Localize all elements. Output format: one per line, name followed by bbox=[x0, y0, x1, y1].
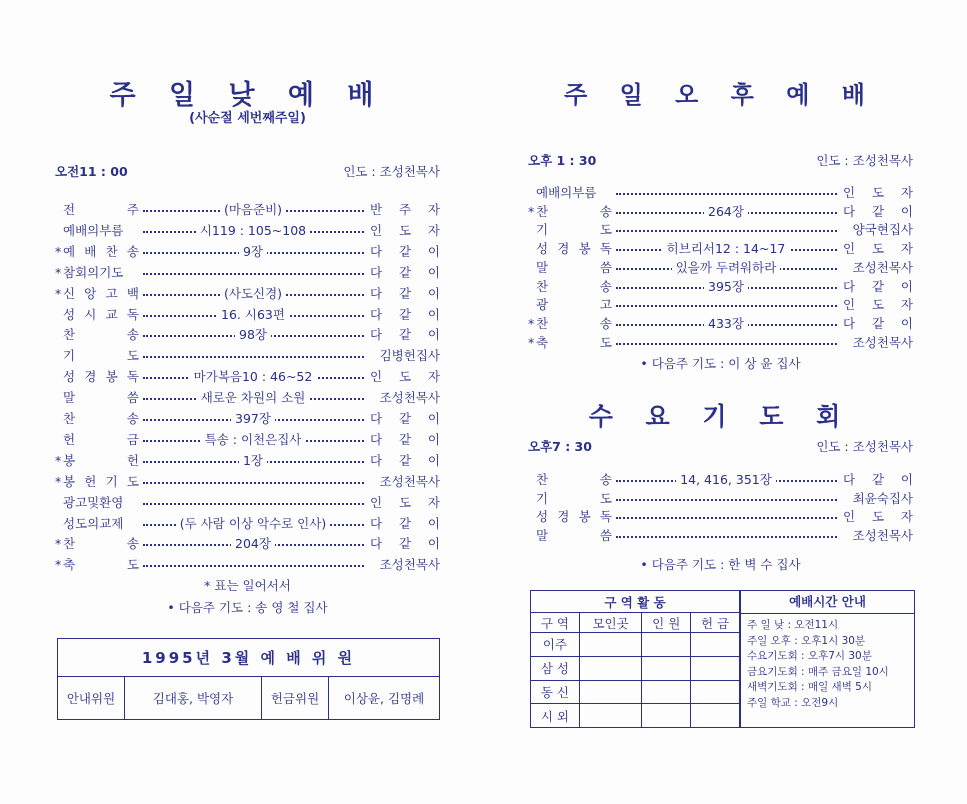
empty-cell bbox=[579, 680, 641, 704]
table-row bbox=[531, 633, 740, 657]
empty-cell bbox=[579, 704, 641, 728]
item-person: 조성천목사 bbox=[379, 473, 440, 489]
item-detail: 98장 bbox=[235, 327, 271, 342]
item-label: 축 도 bbox=[536, 334, 612, 350]
item-person: 다 같 이 bbox=[370, 327, 440, 343]
order-item bbox=[528, 258, 913, 278]
item-person: 양국현집사 bbox=[852, 222, 913, 238]
item-person: 조성천목사 bbox=[379, 557, 440, 573]
stand-marker: * bbox=[55, 536, 62, 552]
district-header: 인 원 bbox=[642, 613, 691, 633]
order-item bbox=[528, 277, 913, 297]
afternoon-leader: 인도 : 조성천목사 bbox=[816, 153, 913, 168]
item-label: 성 경 봉 독 bbox=[63, 369, 139, 385]
dot-leader bbox=[143, 503, 364, 505]
dot-leader bbox=[143, 356, 364, 358]
item-detail: 397장 bbox=[231, 411, 275, 426]
order-item bbox=[55, 409, 440, 429]
service-time-row bbox=[55, 162, 440, 182]
item-label: 찬 송 bbox=[536, 278, 612, 294]
order-item bbox=[528, 333, 913, 353]
item-label: 찬 송 bbox=[536, 315, 612, 331]
order-item bbox=[55, 493, 440, 513]
item-label: 참회의기도 bbox=[63, 264, 124, 280]
stand-marker: * bbox=[528, 334, 535, 350]
service-title: 주 일 낮 예 배 bbox=[109, 80, 386, 111]
item-label: 말 씀 bbox=[536, 259, 612, 275]
district-title: 구 역 활 동 bbox=[531, 591, 740, 613]
order-item bbox=[55, 534, 440, 554]
item-person: 다 같 이 bbox=[843, 203, 913, 219]
item-label: 축 도 bbox=[63, 557, 139, 573]
item-label: 신 앙 고 백 bbox=[63, 285, 139, 301]
item-detail: 9장 bbox=[239, 244, 267, 259]
wednesday-title: 수 요 기 도 회 bbox=[588, 402, 853, 431]
empty-cell bbox=[642, 656, 691, 680]
item-person: 다 같 이 bbox=[370, 411, 440, 426]
order-item bbox=[55, 200, 440, 220]
item-label: 기 도 bbox=[536, 222, 612, 238]
empty-cell bbox=[691, 656, 740, 680]
afternoon-time: 오후 1 : 30 bbox=[528, 153, 597, 168]
order-item bbox=[55, 221, 440, 241]
item-label: 예배의부름 bbox=[63, 222, 124, 238]
item-person: 다 같 이 bbox=[370, 243, 440, 259]
dot-leader bbox=[616, 305, 837, 307]
empty-cell bbox=[642, 633, 691, 657]
item-label: 성 경 봉 독 bbox=[536, 509, 612, 524]
order-item bbox=[528, 183, 913, 203]
schedule-line: 수요기도회 : 오후7시 30분 bbox=[747, 650, 872, 662]
item-person: 인 도 자 bbox=[370, 369, 440, 385]
item-label: 찬 송 bbox=[63, 536, 139, 552]
service-subtitle: (사순절 세번째주일) bbox=[189, 111, 306, 126]
item-detail: 433장 bbox=[704, 316, 748, 331]
item-label: 예배의부름 bbox=[536, 185, 597, 200]
schedule-title: 예배시간 안내 bbox=[741, 591, 914, 614]
item-label: 성 경 봉 독 bbox=[536, 241, 612, 257]
item-person: 다 같 이 bbox=[370, 306, 440, 322]
item-label: 예 배 찬 송 bbox=[63, 243, 139, 259]
dot-leader bbox=[616, 517, 837, 519]
item-label: 광 고 bbox=[536, 297, 612, 313]
item-person: 조성천목사 bbox=[852, 259, 913, 275]
item-person: 다 같 이 bbox=[370, 515, 440, 531]
stand-marker: * bbox=[55, 473, 62, 489]
dot-leader bbox=[616, 536, 837, 538]
table-row bbox=[531, 656, 740, 680]
item-label: 헌 금 bbox=[63, 431, 139, 447]
item-detail: 새로운 차원의 소원 bbox=[197, 390, 310, 405]
empty-cell bbox=[642, 704, 691, 728]
item-person: 다 같 이 bbox=[370, 264, 440, 280]
order-item bbox=[55, 284, 440, 304]
item-detail: 204장 bbox=[231, 536, 275, 551]
offering-label: 헌금위원 bbox=[262, 677, 329, 720]
item-label: 기 도 bbox=[63, 348, 139, 364]
item-person: 인 도 자 bbox=[843, 241, 913, 257]
item-label: 성 시 교 독 bbox=[63, 306, 139, 322]
item-person: 조성천목사 bbox=[852, 527, 913, 543]
item-label: 찬 송 bbox=[63, 327, 139, 343]
item-detail: (마음준비) bbox=[220, 202, 286, 217]
schedule-line: 금요기도회 : 매주 금요일 10시 bbox=[747, 665, 889, 678]
district-name: 동 신 bbox=[531, 680, 580, 704]
item-person: 김병헌집사 bbox=[379, 348, 440, 364]
empty-cell bbox=[691, 680, 740, 704]
stand-marker: * bbox=[528, 203, 535, 219]
committee-title: 1995년 3월 예 배 위 원 bbox=[58, 639, 440, 677]
dot-leader bbox=[616, 193, 837, 195]
district-name: 시 외 bbox=[531, 704, 580, 728]
table-row bbox=[531, 704, 740, 728]
item-detail: 264장 bbox=[704, 204, 748, 219]
order-item bbox=[55, 451, 440, 471]
item-label: 광고및환영 bbox=[63, 494, 124, 510]
item-label: 찬 송 bbox=[63, 411, 139, 426]
wednesday-time: 오후7 : 30 bbox=[528, 439, 592, 454]
order-item bbox=[528, 295, 913, 315]
item-label: 찬 송 bbox=[536, 472, 612, 487]
empty-cell bbox=[579, 656, 641, 680]
dot-leader bbox=[143, 482, 364, 484]
order-item bbox=[528, 220, 913, 240]
offering-names: 이상윤, 김명례 bbox=[329, 677, 440, 720]
item-detail: 히브리서12 : 14~17 bbox=[663, 241, 790, 256]
item-label: 기 도 bbox=[536, 490, 612, 506]
item-label: 말 씀 bbox=[536, 527, 612, 543]
order-item bbox=[528, 202, 913, 222]
table-row bbox=[531, 680, 740, 704]
service-time: 오전11 : 00 bbox=[55, 164, 128, 179]
afternoon-time-row bbox=[528, 151, 913, 171]
district-header: 구 역 bbox=[531, 613, 580, 633]
item-detail: 14, 416, 351장 bbox=[676, 472, 776, 487]
item-person: 다 같 이 bbox=[370, 431, 440, 447]
order-item bbox=[55, 472, 440, 492]
order-item bbox=[528, 526, 913, 546]
stand-marker: * bbox=[528, 315, 535, 331]
order-item bbox=[55, 555, 440, 575]
district-name: 삼 성 bbox=[531, 656, 580, 680]
order-item bbox=[55, 514, 440, 534]
item-label: 전 주 bbox=[63, 202, 139, 217]
item-detail: 마가복음10 : 46~52 bbox=[190, 369, 317, 384]
order-item bbox=[55, 430, 440, 450]
item-label: 찬 송 bbox=[536, 203, 612, 219]
item-person: 인 도 자 bbox=[843, 297, 913, 313]
item-detail: (두 사람 이상 악수로 인사) bbox=[176, 516, 330, 531]
item-person: 인 도 자 bbox=[370, 494, 440, 510]
item-person: 다 같 이 bbox=[843, 278, 913, 294]
next-week-prayer: • 다음주 기도 : 송 영 철 집사 bbox=[167, 600, 328, 615]
empty-cell bbox=[691, 633, 740, 657]
dot-leader bbox=[143, 273, 364, 275]
item-person: 반 주 자 bbox=[370, 202, 440, 217]
order-item bbox=[55, 388, 440, 408]
order-item bbox=[55, 305, 440, 325]
afternoon-title: 주 일 오 후 예 배 bbox=[564, 81, 877, 109]
item-person: 다 같 이 bbox=[843, 315, 913, 331]
schedule-line: 주일 학교 : 오전9시 bbox=[747, 696, 839, 709]
order-item bbox=[528, 239, 913, 259]
item-person: 다 같 이 bbox=[370, 536, 440, 552]
order-item bbox=[528, 470, 913, 490]
schedule-line: 새벽기도회 : 매일 새벽 5시 bbox=[747, 681, 872, 693]
district-name: 이주 bbox=[531, 633, 580, 657]
item-person: 다 같 이 bbox=[843, 472, 913, 487]
item-detail: 1장 bbox=[239, 453, 267, 468]
order-item bbox=[55, 242, 440, 262]
item-detail: 16. 시63편 bbox=[217, 307, 289, 322]
stand-marker: * bbox=[55, 243, 62, 259]
schedule-line: 주 일 낮 : 오전11시 bbox=[747, 619, 839, 631]
item-detail: 395장 bbox=[704, 279, 748, 294]
dot-leader bbox=[616, 499, 837, 501]
item-detail: 시119 : 105~108 bbox=[196, 223, 310, 238]
schedule-line: 주일 오후 : 오후1시 30분 bbox=[747, 634, 866, 647]
stand-marker: * bbox=[55, 452, 62, 468]
district-header: 헌 금 bbox=[691, 613, 740, 633]
item-person: 조성천목사 bbox=[852, 334, 913, 350]
item-label: 봉 헌 기 도 bbox=[63, 473, 139, 489]
item-person: 인 도 자 bbox=[370, 222, 440, 238]
order-item bbox=[55, 325, 440, 345]
district-activity-table bbox=[530, 590, 740, 728]
district-header: 모인곳 bbox=[579, 613, 641, 633]
empty-cell bbox=[691, 704, 740, 728]
order-item bbox=[528, 314, 913, 334]
service-leader: 인도 : 조성천목사 bbox=[343, 164, 440, 179]
item-label: 봉 헌 bbox=[63, 452, 139, 468]
dot-leader bbox=[143, 565, 364, 567]
item-person: 인 도 자 bbox=[843, 185, 913, 200]
order-item bbox=[55, 367, 440, 387]
item-detail: 있을까 두려워하라 bbox=[672, 260, 781, 275]
item-person: 다 같 이 bbox=[370, 285, 440, 301]
stand-note: * 표는 일어서서 bbox=[204, 578, 291, 593]
item-detail: (사도신경) bbox=[220, 286, 286, 301]
stand-marker: * bbox=[55, 285, 62, 301]
wednesday-leader: 인도 : 조성천목사 bbox=[816, 439, 913, 454]
empty-cell bbox=[642, 680, 691, 704]
item-person: 인 도 자 bbox=[843, 509, 913, 524]
guide-names: 김대홍, 박영자 bbox=[125, 677, 262, 720]
wednesday-next-prayer: • 다음주 기도 : 한 벽 수 집사 bbox=[640, 557, 801, 572]
item-person: 다 같 이 bbox=[370, 452, 440, 468]
guide-label: 안내위원 bbox=[58, 677, 125, 720]
stand-marker: * bbox=[55, 557, 62, 573]
order-item bbox=[528, 507, 913, 527]
item-person: 조성천목사 bbox=[379, 390, 440, 406]
schedule-box bbox=[740, 590, 915, 728]
order-item bbox=[528, 489, 913, 509]
item-person: 최윤숙집사 bbox=[852, 490, 913, 506]
committee-table bbox=[57, 638, 440, 720]
item-label: 말 씀 bbox=[63, 390, 139, 406]
item-detail: 특송 : 이천은집사 bbox=[201, 432, 306, 447]
wednesday-time-row bbox=[528, 437, 913, 457]
item-label: 성도의교제 bbox=[63, 515, 124, 531]
afternoon-next-prayer: • 다음주 기도 : 이 상 윤 집사 bbox=[640, 356, 801, 371]
order-item bbox=[55, 263, 440, 283]
dot-leader bbox=[616, 343, 837, 345]
stand-marker: * bbox=[55, 264, 62, 280]
empty-cell bbox=[579, 633, 641, 657]
order-item bbox=[55, 346, 440, 366]
dot-leader bbox=[616, 230, 837, 232]
